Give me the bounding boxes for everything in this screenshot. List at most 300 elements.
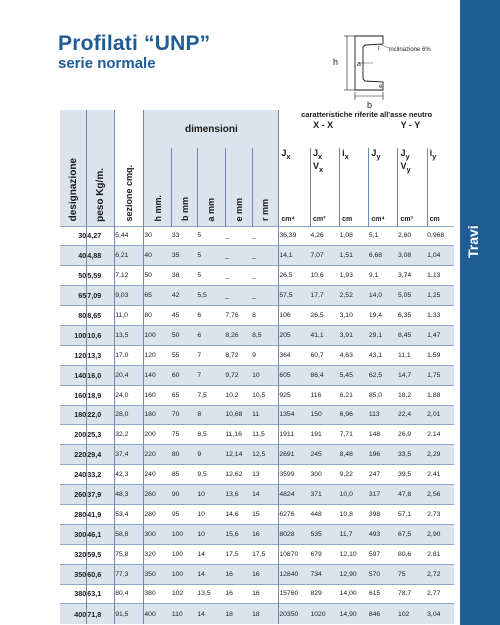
cell-e: 18 — [225, 604, 252, 624]
cell-ix: 4,63 — [340, 345, 369, 365]
cell-jy: 29,1 — [369, 325, 398, 345]
cell-a: 7 — [197, 365, 225, 385]
cell-sez: 7,12 — [115, 266, 144, 286]
cell-a: 5,5 — [197, 286, 225, 306]
cell-vy: 67,5 — [398, 524, 427, 544]
cell-r: 11 — [252, 405, 279, 425]
cell-b: 95 — [172, 504, 198, 524]
cell-vx: 7,07 — [310, 246, 339, 266]
cell-h: 40 — [144, 246, 172, 266]
table-row — [60, 445, 454, 465]
cell-sez: 9,03 — [115, 286, 144, 306]
cell-vx: 829 — [310, 584, 339, 604]
cell-vy: 8,45 — [398, 325, 427, 345]
cell-peso: 33,2 — [87, 465, 115, 485]
cell-vy: 5,05 — [398, 286, 427, 306]
cell-jx: 36,39 — [279, 226, 311, 246]
cell-vx: 535 — [310, 524, 339, 544]
cell-jx: 2691 — [279, 445, 311, 465]
cell-jx: 4824 — [279, 485, 311, 505]
cell-ix: 10,8 — [340, 504, 369, 524]
cell-jy: 247 — [369, 465, 398, 485]
cell-a: 14 — [197, 604, 225, 624]
cell-e: _ — [225, 266, 252, 286]
cell-r: 8,5 — [252, 325, 279, 345]
cell-jy: 196 — [369, 445, 398, 465]
cell-a: 6 — [197, 325, 225, 345]
cell-b: 100 — [172, 544, 198, 564]
cell-iy: 1,47 — [427, 325, 454, 345]
cell-vy: 47,8 — [398, 485, 427, 505]
cell-des: 140 — [60, 365, 87, 385]
label-h: h — [333, 57, 339, 67]
cell-vx: 734 — [310, 564, 339, 584]
cell-e: 11,16 — [225, 425, 252, 445]
cell-sez: 5,44 — [115, 226, 144, 246]
cell-a: 10 — [197, 504, 225, 524]
cell-jx: 205 — [279, 325, 311, 345]
page-subtitle: serie normale — [58, 55, 156, 72]
cell-iy: 1,33 — [427, 306, 454, 326]
cell-a: 14 — [197, 544, 225, 564]
cell-vy: 78,7 — [398, 584, 427, 604]
cell-a: 9,5 — [197, 465, 225, 485]
cell-sez: 48,3 — [115, 485, 144, 505]
cell-b: 45 — [172, 306, 198, 326]
col-sezione: sezione cmq. — [124, 164, 135, 222]
cell-a: 13,5 — [197, 584, 225, 604]
cell-b: 35 — [172, 246, 198, 266]
cell-h: 350 — [144, 564, 172, 584]
table-row — [60, 266, 454, 286]
table-row — [60, 306, 454, 326]
table-row — [60, 385, 454, 405]
col-designazione: designazione — [67, 158, 79, 222]
cell-des: 380 — [60, 584, 87, 604]
cell-peso: 29,4 — [87, 445, 115, 465]
cell-b: 65 — [172, 385, 198, 405]
cell-des: 220 — [60, 445, 87, 465]
cell-iy: 1,75 — [427, 365, 454, 385]
table-body — [60, 226, 454, 624]
cell-jx: 6276 — [279, 504, 311, 524]
cell-e: 13,6 — [225, 485, 252, 505]
cell-peso: 46,1 — [87, 524, 115, 544]
cell-vx: 17,7 — [310, 286, 339, 306]
cell-b: 70 — [172, 405, 198, 425]
unit-jy: cm⁴ — [369, 210, 398, 226]
cell-ix: 5,45 — [340, 365, 369, 385]
cell-a: 5 — [197, 226, 225, 246]
cell-iy: 1,04 — [427, 246, 454, 266]
cell-a: 5 — [197, 246, 225, 266]
table-row — [60, 226, 454, 246]
cell-iy: 1,88 — [427, 385, 454, 405]
table-row — [60, 584, 454, 604]
cell-peso: 25,3 — [87, 425, 115, 445]
cell-sez: 17,0 — [115, 345, 144, 365]
group-dimensioni: dimensioni — [144, 110, 279, 148]
cell-iy: 2,72 — [427, 564, 454, 584]
cell-des: 120 — [60, 345, 87, 365]
cell-des: 240 — [60, 465, 87, 485]
col-e: e mm — [233, 197, 244, 222]
cell-jx: 8028 — [279, 524, 311, 544]
cell-jx: 20350 — [279, 604, 311, 624]
cell-sez: 20,4 — [115, 365, 144, 385]
cell-des: 350 — [60, 564, 87, 584]
cell-jy: 398 — [369, 504, 398, 524]
cell-sez: 32,2 — [115, 425, 144, 445]
label-e: e — [379, 84, 383, 90]
cell-r: 17,5 — [252, 544, 279, 564]
cell-sez: 42,3 — [115, 465, 144, 485]
unit-vx: cm³ — [310, 210, 339, 226]
cell-h: 30 — [144, 226, 172, 246]
cell-a: 7,5 — [197, 385, 225, 405]
cell-r: 12,5 — [252, 445, 279, 465]
table-row — [60, 325, 454, 345]
unit-jx: cm⁴ — [279, 210, 311, 226]
cell-jx: 57,5 — [279, 286, 311, 306]
cell-h: 100 — [144, 325, 172, 345]
cell-r: 10 — [252, 365, 279, 385]
label-a: a — [357, 61, 361, 68]
table-row — [60, 345, 454, 365]
cell-jy: 14,0 — [369, 286, 398, 306]
cell-jy: 846 — [369, 604, 398, 624]
cell-vy: 75 — [398, 564, 427, 584]
cell-r: _ — [252, 266, 279, 286]
cell-e: _ — [225, 286, 252, 306]
cell-sez: 11,0 — [115, 306, 144, 326]
cell-des: 300 — [60, 524, 87, 544]
cell-ix: 9,22 — [340, 465, 369, 485]
cell-peso: 5,59 — [87, 266, 115, 286]
cell-b: 33 — [172, 226, 198, 246]
cell-vx: 679 — [310, 544, 339, 564]
profile-diagram — [325, 30, 450, 112]
cell-jy: 19,4 — [369, 306, 398, 326]
cell-vx: 371 — [310, 485, 339, 505]
cell-e: 15,6 — [225, 524, 252, 544]
cell-jy: 113 — [369, 405, 398, 425]
cell-des: 280 — [60, 504, 87, 524]
table-row — [60, 465, 454, 485]
cell-a: 8,5 — [197, 425, 225, 445]
cell-jx: 364 — [279, 345, 311, 365]
cell-h: 280 — [144, 504, 172, 524]
cell-vx: 86,4 — [310, 365, 339, 385]
sym-jy: J — [371, 148, 377, 158]
label-b: b — [367, 100, 373, 110]
cell-des: 160 — [60, 385, 87, 405]
table-row — [60, 485, 454, 505]
cell-h: 240 — [144, 465, 172, 485]
cell-jx: 1354 — [279, 405, 311, 425]
cell-e: 12,14 — [225, 445, 252, 465]
cell-e: 10,2 — [225, 385, 252, 405]
table-row — [60, 365, 454, 385]
cell-des: 400 — [60, 604, 87, 624]
unp-table: designazione peso Kg/m. sezione cmq. dimensioni caratteristiche riferite all'asse neutro X - X Y - Y h mm. b mm a mm e mm r mm $J_x$ $J_x$ $V_x$ $i_x$ $J_y$ $J_y$ $V_y$ $i_y$ cm⁴ cm³ cm cm⁴ cm³ cm 30 4,27 5,44 30 33 5 _ _ 36,39 4,26 1,08 5,1 2,60 0,968 40 4,88 6,21 40 35 5 _ _ 14,1 7,07 1,51 6,68 3,08 1,04 50 5,59 7,12 50 38 5 _ _ 26,5 10,6 1,93 9,1 3,74 1,13 65 7,09 9,03 65 42 5,5 _ _ 57,5 17,7 2,52 14,0 5,05 1,25 80 8,65 11,0 80 45 6 7,76 8 106 26,5 3,10 19,4 6,35 1,33 100 10,6 13,5 100 50 6 8,26 8,5 205 41,1 3,91 29,1 8,45 1,47 120 13,3 17,0 120 55 7 8,72 9 364 60,7 4,63 43,1 11,1 1,59 140 16,0 20,4 140 60 7 9,72 10 605 86,4 5,45 62,5 14,7 1,75 160 18,9 24,0 160 65 7,5 10,2 10,5 925 116 6,21 85,0 18,2 1,88 180 22,0 28,0 180 70 8 10,68 11 1354 150 6,96 113 22,4 2,01 200 25,3 32,2 200 75 8,5 11,16 11,5 1911 191 7,71 148 26,9 2,14 220 29,4 37,4 220 80 9 12,14 12,5 2691 245 8,48 196 33,5 2,29 240 33,2 42,3 240 85 9,5 12,62 13 3599 300 9,22 247 39,5 2,41 260 37,9 48,3 260 90 10 13,6 14 4824 371 10,0 317 47,8 2,56 280 41,9 53,4 280 95 10 14,6 15 6276 448 10,8 398 57,1 2,73 300 46,1 58,8 300 100 10 15,6 16 8028 535 11,7 493 67,5 2,90 320 59,5 75,8 320 100 14 17,5 17,5 10870 679 12,10 597 80,6 2,81 350 60,6 77,3 350 100 14 16 16 12840 734 12,90 570 75 2,72 380 63,1 80,4 380 102 13,5 16 16 15760 829 14,00 615 78,7 2,77 400 71,8 91,5 400 110 14 18 18 20350 1020 14,90 846 102 3,04 — [60, 110, 454, 624]
cell-b: 102 — [172, 584, 198, 604]
cell-e: 17,5 — [225, 544, 252, 564]
cell-ix: 11,7 — [340, 524, 369, 544]
cell-vx: 4,26 — [310, 226, 339, 246]
cell-e: 12,62 — [225, 465, 252, 485]
cell-jx: 1911 — [279, 425, 311, 445]
cell-sez: 13,5 — [115, 325, 144, 345]
cell-peso: 4,27 — [87, 226, 115, 246]
cell-ix: 6,96 — [340, 405, 369, 425]
cell-vy: 11,1 — [398, 345, 427, 365]
cell-a: 10 — [197, 485, 225, 505]
cell-r: _ — [252, 286, 279, 306]
cell-des: 320 — [60, 544, 87, 564]
cell-r: 10,5 — [252, 385, 279, 405]
cell-r: 11,5 — [252, 425, 279, 445]
cell-e: 16 — [225, 584, 252, 604]
cell-ix: 7,71 — [340, 425, 369, 445]
cell-b: 100 — [172, 564, 198, 584]
cell-iy: 2,90 — [427, 524, 454, 544]
cell-b: 80 — [172, 445, 198, 465]
cell-iy: 2,77 — [427, 584, 454, 604]
cell-iy: 2,41 — [427, 465, 454, 485]
slope-note: inclinazione 6% — [389, 47, 431, 53]
cell-iy: 2,81 — [427, 544, 454, 564]
cell-h: 380 — [144, 584, 172, 604]
cell-ix: 10,0 — [340, 485, 369, 505]
cell-des: 50 — [60, 266, 87, 286]
cell-jx: 10870 — [279, 544, 311, 564]
cell-des: 40 — [60, 246, 87, 266]
cell-ix: 1,08 — [340, 226, 369, 246]
table-row — [60, 286, 454, 306]
cell-sez: 75,8 — [115, 544, 144, 564]
cell-sez: 6,21 — [115, 246, 144, 266]
cell-e: 10,68 — [225, 405, 252, 425]
cell-des: 100 — [60, 325, 87, 345]
cell-jy: 493 — [369, 524, 398, 544]
cell-h: 180 — [144, 405, 172, 425]
cell-vy: 26,9 — [398, 425, 427, 445]
cell-h: 400 — [144, 604, 172, 624]
cell-jx: 3599 — [279, 465, 311, 485]
cell-r: 16 — [252, 524, 279, 544]
cell-jy: 5,1 — [369, 226, 398, 246]
cell-peso: 4,88 — [87, 246, 115, 266]
cell-des: 200 — [60, 425, 87, 445]
table-row — [60, 544, 454, 564]
cell-sez: 28,0 — [115, 405, 144, 425]
sym-jx: J — [281, 148, 287, 158]
cell-r: 9 — [252, 345, 279, 365]
cell-peso: 18,9 — [87, 385, 115, 405]
cell-h: 220 — [144, 445, 172, 465]
cell-e: 9,72 — [225, 365, 252, 385]
col-h: h mm. — [152, 194, 163, 222]
cell-ix: 1,93 — [340, 266, 369, 286]
cell-h: 320 — [144, 544, 172, 564]
cell-sez: 80,4 — [115, 584, 144, 604]
cell-des: 260 — [60, 485, 87, 505]
cell-iy: 2,73 — [427, 504, 454, 524]
col-b: b mm — [179, 197, 190, 222]
unit-iy: cm — [427, 210, 454, 226]
cell-sez: 58,8 — [115, 524, 144, 544]
cell-vx: 1020 — [310, 604, 339, 624]
cell-jx: 14,1 — [279, 246, 311, 266]
cell-vx: 10,6 — [310, 266, 339, 286]
cell-sez: 77,3 — [115, 564, 144, 584]
label-r: r — [378, 46, 380, 52]
cell-iy: 2,01 — [427, 405, 454, 425]
cell-jy: 570 — [369, 564, 398, 584]
cell-e: 7,76 — [225, 306, 252, 326]
section-sidebar — [460, 0, 500, 625]
cell-vx: 191 — [310, 425, 339, 445]
cell-sez: 53,4 — [115, 504, 144, 524]
unit-vy: cm³ — [398, 210, 427, 226]
table-row — [60, 524, 454, 544]
table-row — [60, 504, 454, 524]
cell-h: 50 — [144, 266, 172, 286]
cell-vx: 150 — [310, 405, 339, 425]
cell-ix: 14,90 — [340, 604, 369, 624]
cell-peso: 13,3 — [87, 345, 115, 365]
cell-jx: 106 — [279, 306, 311, 326]
cell-des: 30 — [60, 226, 87, 246]
cell-peso: 71,8 — [87, 604, 115, 624]
cell-jy: 615 — [369, 584, 398, 604]
cell-a: 8 — [197, 405, 225, 425]
cell-h: 300 — [144, 524, 172, 544]
axis-yy: Y - Y — [400, 120, 421, 130]
col-peso: peso Kg/m. — [95, 167, 107, 222]
col-a: a mm — [206, 197, 217, 222]
cell-vy: 6,35 — [398, 306, 427, 326]
cell-ix: 12,10 — [340, 544, 369, 564]
cell-peso: 22,0 — [87, 405, 115, 425]
cell-peso: 8,65 — [87, 306, 115, 326]
sidebar-label: Travi — [465, 225, 481, 259]
table-row — [60, 405, 454, 425]
cell-e: 16 — [225, 564, 252, 584]
cell-jx: 12840 — [279, 564, 311, 584]
table-row — [60, 604, 454, 624]
cell-iy: 2,56 — [427, 485, 454, 505]
cell-jy: 43,1 — [369, 345, 398, 365]
cell-b: 100 — [172, 524, 198, 544]
cell-r: 18 — [252, 604, 279, 624]
cell-jy: 85,0 — [369, 385, 398, 405]
cell-b: 90 — [172, 485, 198, 505]
cell-ix: 3,91 — [340, 325, 369, 345]
cell-b: 50 — [172, 325, 198, 345]
cell-vy: 3,08 — [398, 246, 427, 266]
cell-vx: 300 — [310, 465, 339, 485]
cell-peso: 16,0 — [87, 365, 115, 385]
cell-peso: 63,1 — [87, 584, 115, 604]
cell-jx: 15760 — [279, 584, 311, 604]
cell-h: 200 — [144, 425, 172, 445]
cell-h: 120 — [144, 345, 172, 365]
cell-r: _ — [252, 226, 279, 246]
cell-a: 9 — [197, 445, 225, 465]
cell-vy: 3,74 — [398, 266, 427, 286]
cell-vy: 33,5 — [398, 445, 427, 465]
cell-vx: 60,7 — [310, 345, 339, 365]
cell-jx: 605 — [279, 365, 311, 385]
unit-ix: cm — [340, 210, 369, 226]
cell-vy: 22,4 — [398, 405, 427, 425]
cell-iy: 1,59 — [427, 345, 454, 365]
cell-peso: 7,09 — [87, 286, 115, 306]
cell-r: 8 — [252, 306, 279, 326]
cell-h: 65 — [144, 286, 172, 306]
cell-h: 140 — [144, 365, 172, 385]
cell-r: 13 — [252, 465, 279, 485]
cell-iy: 1,25 — [427, 286, 454, 306]
cell-jy: 317 — [369, 485, 398, 505]
cell-vx: 448 — [310, 504, 339, 524]
cell-r: _ — [252, 246, 279, 266]
cell-a: 7 — [197, 345, 225, 365]
cell-vy: 14,7 — [398, 365, 427, 385]
cell-vy: 18,2 — [398, 385, 427, 405]
cell-jx: 925 — [279, 385, 311, 405]
cell-sez: 24,0 — [115, 385, 144, 405]
cell-ix: 1,51 — [340, 246, 369, 266]
cell-a: 10 — [197, 524, 225, 544]
cell-b: 38 — [172, 266, 198, 286]
cell-vy: 102 — [398, 604, 427, 624]
cell-b: 85 — [172, 465, 198, 485]
cell-peso: 37,9 — [87, 485, 115, 505]
cell-iy: 0,968 — [427, 226, 454, 246]
cell-a: 5 — [197, 266, 225, 286]
cell-b: 42 — [172, 286, 198, 306]
cell-ix: 12,90 — [340, 564, 369, 584]
cell-ix: 3,10 — [340, 306, 369, 326]
cell-h: 260 — [144, 485, 172, 505]
cell-vx: 116 — [310, 385, 339, 405]
cell-peso: 59,5 — [87, 544, 115, 564]
cell-vx: 41,1 — [310, 325, 339, 345]
axis-xx: X - X — [313, 120, 334, 130]
cell-e: 8,26 — [225, 325, 252, 345]
cell-des: 80 — [60, 306, 87, 326]
cell-vy: 39,5 — [398, 465, 427, 485]
cell-r: 15 — [252, 504, 279, 524]
cell-sez: 91,5 — [115, 604, 144, 624]
cell-e: 14,6 — [225, 504, 252, 524]
cell-vy: 57,1 — [398, 504, 427, 524]
cell-sez: 37,4 — [115, 445, 144, 465]
cell-peso: 41,9 — [87, 504, 115, 524]
cell-vy: 2,60 — [398, 226, 427, 246]
cell-h: 160 — [144, 385, 172, 405]
sym-ix: i — [342, 148, 345, 158]
cell-iy: 1,13 — [427, 266, 454, 286]
cell-r: 14 — [252, 485, 279, 505]
cell-b: 75 — [172, 425, 198, 445]
cell-vy: 80,6 — [398, 544, 427, 564]
page-title: Profilati “UNP” — [58, 32, 211, 55]
cell-vx: 26,5 — [310, 306, 339, 326]
